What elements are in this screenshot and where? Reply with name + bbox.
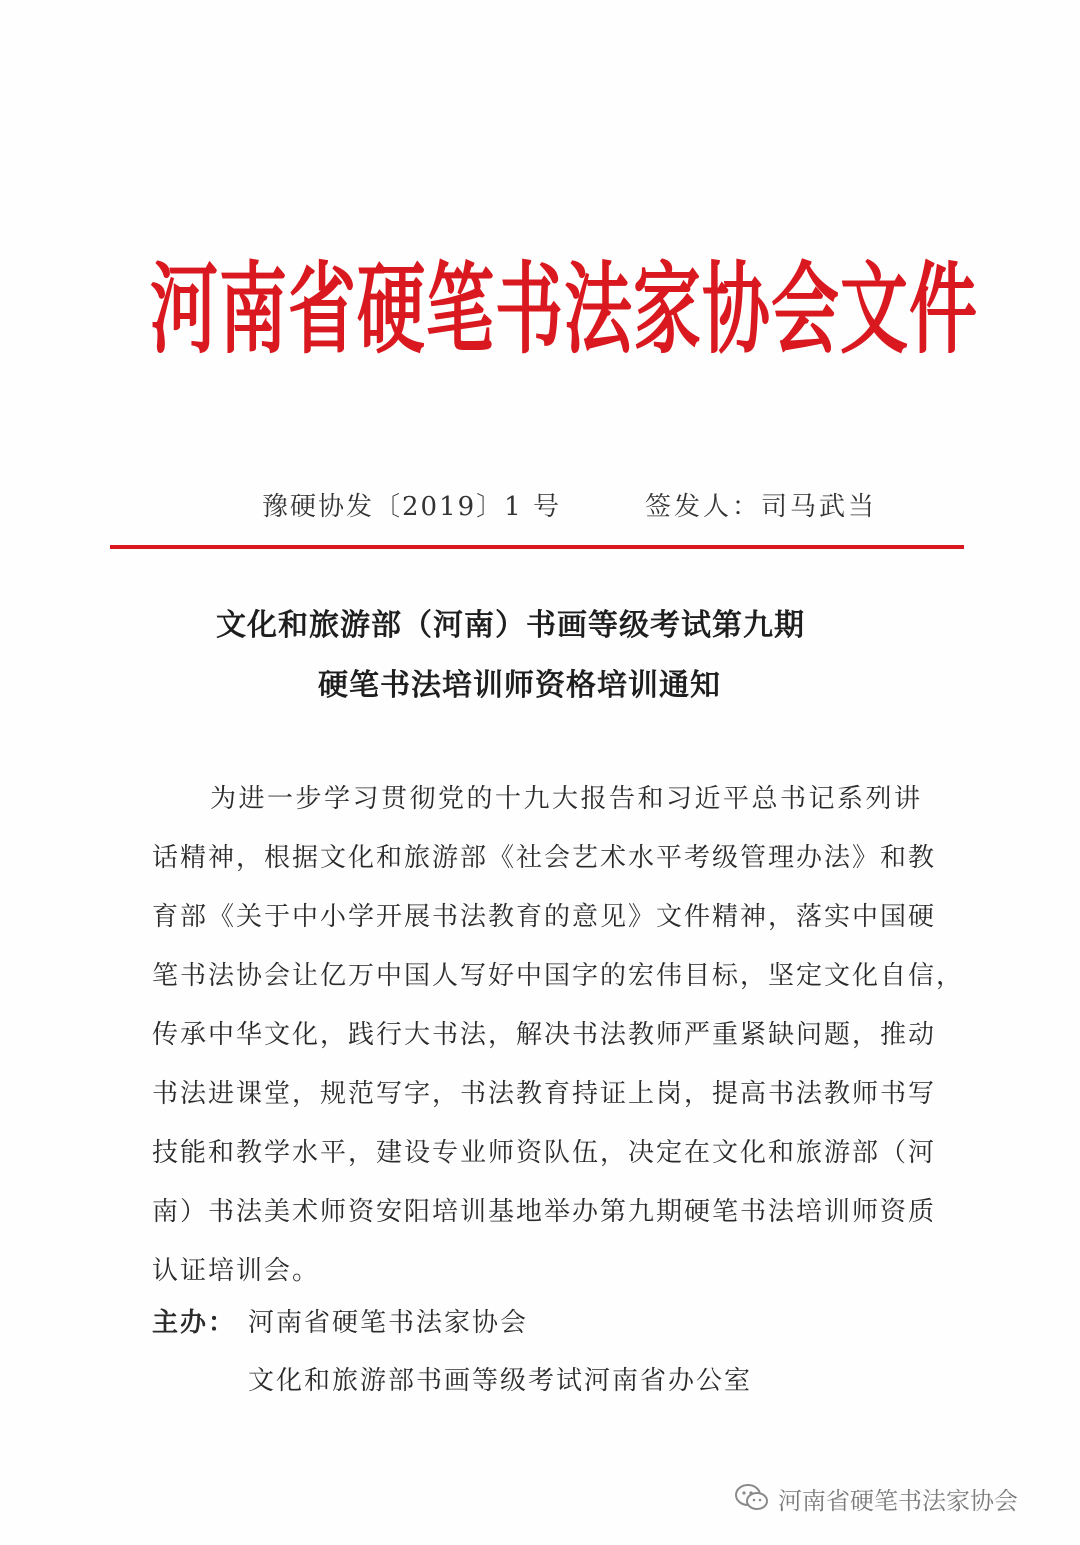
notice-title-line-2: 硬笔书法培训师资格培训通知 [318, 668, 721, 703]
organizer-label: 主办： [152, 1308, 237, 1338]
body-line: 为进一步学习贯彻党的十九大报告和习近平总书记系列讲 [210, 784, 922, 814]
document-meta [0, 486, 1080, 526]
red-divider-line [110, 545, 964, 549]
wechat-watermark [734, 1478, 1018, 1518]
body-line: 传承中华文化，践行大书法，解决书法教师严重紧缺问题，推动 [152, 1020, 937, 1050]
body-line: 育部《关于中小学开展书法教育的意见》文件精神，落实中国硬 [152, 902, 937, 932]
organizer-primary: 河南省硬笔书法家协会 [248, 1308, 529, 1338]
body-line: 认证培训会。 [152, 1256, 321, 1286]
wechat-icon [734, 1483, 770, 1513]
body-line: 南）书法美术师资安阳培训基地举办第九期硬笔书法培训师资质 [152, 1197, 937, 1227]
document-signer: 签发人：司马武当 [645, 492, 878, 522]
body-line: 话精神，根据文化和旅游部《社会艺术水平考级管理办法》和教 [152, 843, 937, 873]
body-paragraph [152, 770, 965, 1301]
body-line: 笔书法协会让亿万中国人写好中国字的宏伟目标，坚定文化自信， [152, 961, 965, 991]
organizer-row-primary [152, 1302, 528, 1339]
body-line: 书法进课堂，规范写字，书法教育持证上岗，提高书法教师书写 [152, 1079, 937, 1109]
watermark-text: 河南省硬笔书法家协会 [778, 1486, 1018, 1515]
document-number: 豫硬协发〔2019〕1 号 [262, 492, 561, 522]
notice-title-line-1: 文化和旅游部（河南）书画等级考试第九期 [216, 608, 805, 643]
letterhead-title: 河南省硬笔书法家协会文件 [150, 252, 979, 369]
body-line: 技能和教学水平，建设专业师资队伍，决定在文化和旅游部（河 [152, 1138, 937, 1168]
organizer-secondary: 文化和旅游部书画等级考试河南省办公室 [248, 1366, 753, 1396]
